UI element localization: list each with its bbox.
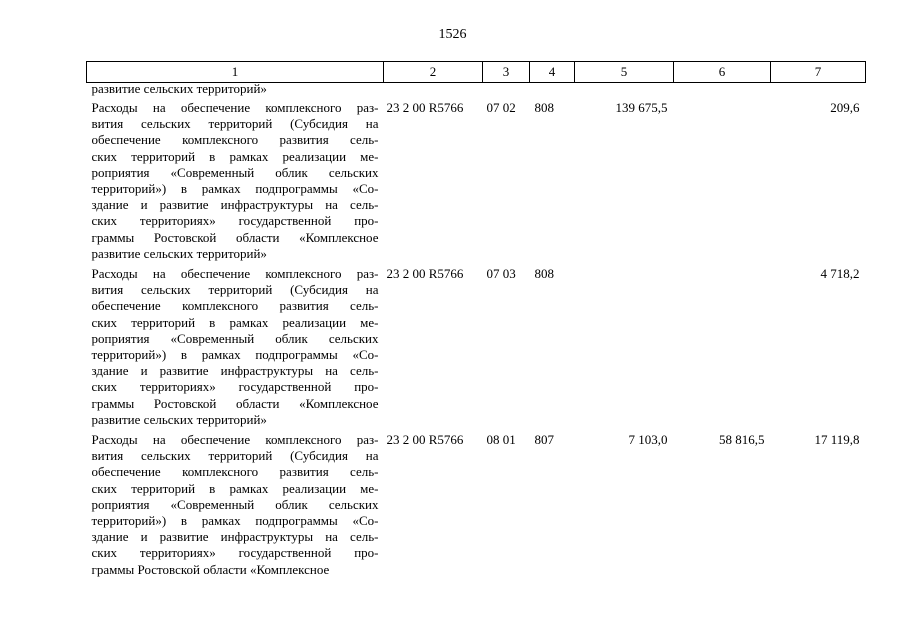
section-code: 07 03	[486, 266, 516, 282]
table-row	[87, 265, 866, 431]
amount-col-6: 58 816,5	[719, 432, 765, 448]
row-description	[87, 265, 384, 431]
target-article-code: 23 2 00 R5766	[386, 266, 464, 282]
header-col-6: 6	[674, 62, 771, 83]
description-line: роприятия «Современный облик сельских	[91, 330, 379, 346]
amount-col-7: 209,6	[830, 100, 860, 115]
description-line: вития сельских территорий (Субсидия на	[91, 116, 379, 132]
description-line: ских территорий в рамках реализации ме-	[91, 148, 379, 164]
description-line: граммы Ростовской области «Комплексное	[91, 395, 379, 411]
description-line: здание и развитие инфраструктуры на сель-	[91, 363, 379, 379]
section-code: 08 01	[486, 432, 516, 448]
description-line: обеспечение комплексного развития сель-	[91, 298, 379, 314]
description-line: ских территорий в рамках реализации ме-	[91, 314, 379, 330]
description-line: роприятия «Современный облик сельских	[91, 164, 379, 180]
amount-col-7: 17 119,8	[814, 432, 860, 448]
description-line: граммы Ростовской области «Комплексное	[91, 561, 330, 577]
description-line: ских территориях» государственной про-	[91, 545, 379, 561]
expense-type-code: 808	[534, 100, 554, 115]
description-line: здание и развитие инфраструктуры на сель-	[91, 529, 379, 545]
description-line: граммы Ростовской области «Комплексное	[91, 229, 379, 245]
description-line: обеспечение комплексного развития сель-	[91, 464, 379, 480]
header-col-4: 4	[530, 62, 575, 83]
amount-col-5: 139 675,5	[615, 100, 668, 115]
header-col-3: 3	[483, 62, 530, 83]
expense-type-code: 808	[534, 266, 554, 282]
description-line: развитие сельских территорий»	[91, 411, 267, 427]
description-line: Расходы на обеспечение комплексного раз-	[91, 432, 379, 448]
description-line: вития сельских территорий (Субсидия на	[91, 448, 379, 464]
amount-col-5	[575, 265, 674, 431]
description-line: роприятия «Современный облик сельских	[91, 496, 379, 512]
description-line: развитие сельских территорий»	[91, 245, 267, 261]
amount-col-5: 7 103,0	[628, 432, 668, 448]
section-code: 07 02	[486, 100, 516, 115]
amount-col-6	[674, 99, 771, 265]
header-col-7: 7	[771, 62, 866, 83]
row-description	[87, 431, 384, 581]
target-article-code: 23 2 00 R5766	[386, 100, 464, 115]
description-line: обеспечение комплексного развития сель-	[91, 132, 379, 148]
description-line: территорий») в рамках подпрограммы «Со-	[91, 347, 379, 363]
description-line: территорий») в рамках подпрограммы «Со-	[91, 181, 379, 197]
amount-col-7: 4 718,2	[820, 266, 860, 282]
target-article-code: 23 2 00 R5766	[386, 432, 464, 448]
description-line: ских территорий в рамках реализации ме-	[91, 480, 379, 496]
description-line: ских территориях» государственной про-	[91, 379, 379, 395]
description-line: ских территориях» государственной про-	[91, 213, 379, 229]
continuation-row	[87, 83, 866, 100]
amount-col-6	[674, 265, 771, 431]
row-description	[87, 99, 384, 265]
header-col-1: 1	[87, 62, 384, 83]
continuation-text: развитие сельских территорий»	[91, 81, 267, 96]
description-line: Расходы на обеспечение комплексного раз-	[91, 100, 379, 115]
header-col-5: 5	[575, 62, 674, 83]
description-line: Расходы на обеспечение комплексного раз-	[91, 266, 379, 282]
table-row	[87, 99, 866, 265]
description-line: территорий») в рамках подпрограммы «Со-	[91, 513, 379, 529]
header-row	[87, 62, 866, 83]
page-number: 1526	[438, 27, 467, 42]
description-line: здание и развитие инфраструктуры на сель-	[91, 197, 379, 213]
description-line: вития сельских территорий (Субсидия на	[91, 282, 379, 298]
budget-table	[86, 61, 866, 581]
expense-type-code: 807	[534, 432, 554, 448]
table-row	[87, 431, 866, 581]
header-col-2: 2	[384, 62, 483, 83]
